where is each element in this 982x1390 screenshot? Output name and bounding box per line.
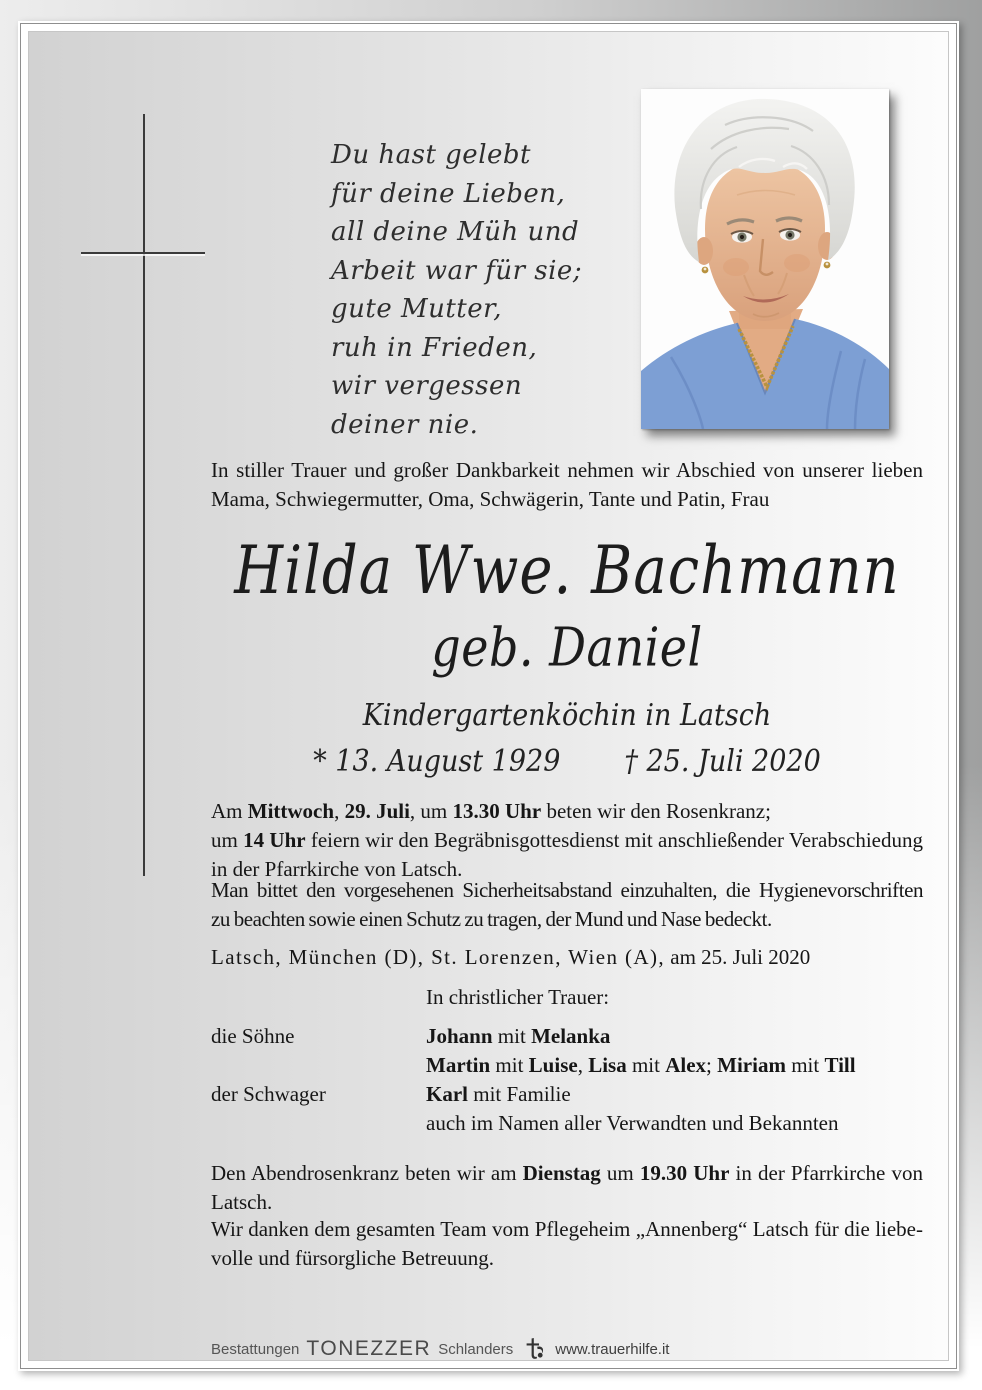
website-text: www.trauerhilfe.it [555, 1340, 670, 1358]
mourner-names: Johann mit Melanka [426, 1024, 611, 1048]
intro-text: In stiller Trauer und großer Dankbarkeit nehmen wir Abschied von unserer lieben Mama, Schwiegermutter, Oma, Schwägerin, Tante und Patin, Frau [211, 458, 923, 511]
thanks-note: Wir danken dem gesamten Team vom Pflegeheim „Annenberg“ Latsch für die liebe- volle und fürsorgliche Betreuung. [211, 1217, 923, 1270]
mourning-heading: In christlicher Trauer: [426, 985, 610, 1009]
mourner-row [211, 1051, 923, 1080]
deceased-name: Hilda Wwe. Bachmann [234, 532, 900, 610]
funeral-home-name: TONEZZER [306, 1337, 432, 1360]
mourner-relation [211, 1051, 426, 1080]
trauerhilfe-logo-icon [523, 1337, 545, 1361]
mourner-row [211, 1022, 923, 1051]
mourner-relation [211, 1109, 426, 1138]
mourner-names: auch im Namen aller Verwandten und Bekannten [426, 1111, 839, 1135]
hygiene-notice: Man bittet den vorgesehenen Sicherheitsabstand einzuhalten, die Hygienevorschriften zu beachten sowie einen Schutz zu tragen, der Mund und Nase bedeckt. [211, 878, 923, 931]
card-panel [28, 31, 949, 1361]
cross-symbol-horizontal [81, 252, 205, 254]
mourner-row [211, 1109, 923, 1138]
life-dates [211, 744, 923, 779]
funeral-service-info: Am Mittwoch, 29. Juli, um 13.30 Uhr beten wir den Rosenkranz; um 14 Uhr feiern wir den Begräbnisgottesdienst mit anschließender Verabschiedung in der Pfarrkirche von Latsch. [211, 799, 923, 881]
mourner-relation: die Söhne [211, 1024, 295, 1048]
portrait-illustration [641, 89, 889, 429]
memorial-poem: Du hast gelebt für deine Lieben, all deine Müh und Arbeit war für sie; gute Mutter, ruh in Frieden, wir vergessen deiner nie. [331, 140, 583, 440]
mourner-names: Martin mit Luise, Lisa mit Alex; Miriam mit Till [426, 1053, 856, 1077]
portrait-photo [641, 89, 889, 429]
footer [211, 1337, 923, 1361]
maiden-name: geb. Daniel [431, 615, 703, 679]
evening-rosary-info: Den Abendrosenkranz beten wir am Dienstag um 19.30 Uhr in der Pfarrkirche von Latsch. [211, 1161, 923, 1214]
mourner-names: Karl mit Familie [426, 1082, 571, 1106]
birth-date: * 13. August 1929 [313, 744, 561, 779]
card-frame [20, 23, 957, 1369]
mourner-row [211, 1080, 923, 1109]
funeral-home-city: Schlanders [438, 1340, 514, 1358]
profession-line: Kindergartenköchin in Latsch [362, 698, 772, 733]
mourners-list [211, 1022, 923, 1138]
places-date-line: Latsch, München (D), St. Lorenzen, Wien (A), am 25. Juli 2020 [211, 945, 811, 969]
memorial-card [18, 21, 959, 1371]
funeral-home-prefix: Bestattungen [211, 1340, 300, 1358]
death-date: † 25. Juli 2020 [624, 744, 821, 779]
cross-symbol-vertical [143, 114, 145, 876]
mourner-relation: der Schwager [211, 1082, 326, 1106]
